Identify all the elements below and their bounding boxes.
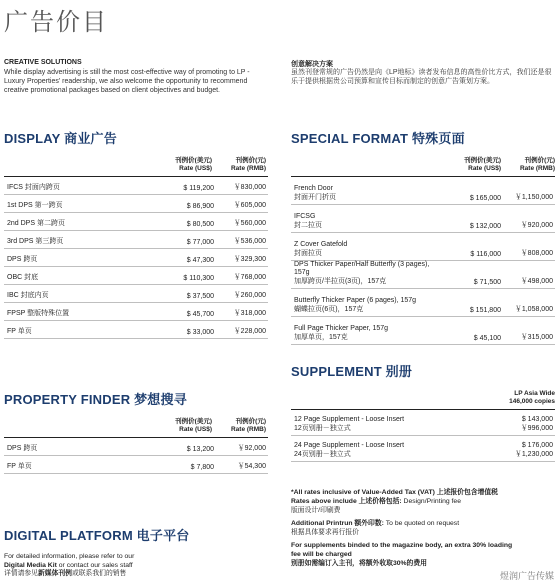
supplement-section-title: SUPPLEMENT 别册 [291, 364, 413, 379]
digital-line-2-rest: or contact our sales staff [56, 561, 133, 569]
pf-row-rmb: ￥54,300 [237, 463, 266, 470]
rate-notes [291, 488, 557, 568]
design-fee-cn: 版面设计/印刷费 [291, 507, 341, 514]
display-row [4, 285, 268, 303]
display-row-rmb: ￥830,000 [233, 184, 266, 191]
display-row-rmb: ￥560,000 [233, 220, 266, 227]
sf-row-usd: $ 165,000 [469, 195, 501, 202]
pf-row [4, 456, 268, 474]
sf-row-label [291, 241, 439, 260]
printrun-value: To be quoted on request [383, 520, 460, 527]
pf-row-usd: $ 13,200 [186, 446, 214, 453]
display-row [4, 213, 268, 231]
sf-row [291, 177, 555, 205]
printrun-note [291, 519, 557, 528]
creative-solutions-heading: CREATIVE SOLUTIONS [4, 59, 82, 66]
sf-row-label [291, 297, 439, 316]
pf-row-usd: $ 7,800 [190, 464, 214, 471]
sf-row-rmb: ￥808,000 [520, 250, 553, 257]
binding-note-line-2: fee will be charged [291, 551, 352, 558]
sf-row-label [291, 213, 439, 232]
sf-row-usd: $ 132,000 [469, 223, 501, 230]
rates-include-label: Rates above include 上述价格包括: [291, 498, 402, 505]
creative-solutions-body: While display advertising is still the most cost-effective way of promoting to LP - Luxury Properties' readership, we also welcome the opportunity to recommend creative promotional packages based on client objectives and budget. [4, 69, 250, 94]
display-row-label: FP 单页 [7, 327, 32, 335]
pf-col-rmb-header [212, 418, 266, 434]
display-row-usd: $ 77,000 [186, 239, 214, 246]
display-row-label: IFCS 封面内跨页 [7, 183, 60, 191]
supplement-row-label-cn: 12页别册－独立式 [294, 424, 351, 432]
digital-platform-section-title: DIGITAL PLATFORM 电子平台 [4, 528, 190, 543]
display-row-usd: $ 33,000 [186, 329, 214, 336]
sf-row-label-en: DPS Thicker Paper/Half Butterfly (3 pages), 157g [294, 260, 430, 276]
pf-row-rmb: ￥92,000 [237, 445, 266, 452]
sf-row-label [291, 261, 439, 289]
sf-col-rmb-en: Rate (RMB) [519, 165, 555, 172]
sf-row-label-en: IFCSG [294, 213, 316, 220]
sf-row-rmb: ￥1,058,000 [514, 306, 553, 313]
display-row [4, 267, 268, 285]
sf-row [291, 233, 555, 261]
sf-row-usd: $ 71,500 [473, 279, 501, 286]
supplement-row-label-cn: 24页别册－独立式 [294, 450, 351, 458]
rates-include-value: Design/Printing fee [401, 498, 461, 505]
page-title: 广告价目 [4, 9, 108, 36]
display-row-usd: $ 86,900 [186, 203, 214, 210]
binding-note-cn: 别册如需编订入主刊，将额外收取30%的费用 [291, 560, 427, 567]
display-row [4, 177, 268, 195]
display-row-usd: $ 110,300 [183, 275, 214, 282]
rates-include-note [291, 497, 557, 506]
display-row [4, 231, 268, 249]
sf-row-label [291, 325, 439, 344]
display-row-label: OBC 封底 [7, 273, 39, 281]
display-col-usd-en: Rate (US$) [179, 165, 212, 172]
sf-row-label-en: French Door [294, 185, 333, 192]
display-col-rmb-header [212, 157, 266, 173]
supplement-row-label [291, 442, 475, 461]
supplement-row-label [291, 416, 475, 435]
display-section-title: DISPLAY 商业广告 [4, 131, 117, 146]
sf-col-usd-header [439, 157, 501, 173]
digital-line-1: For detailed information, please refer to our [4, 553, 135, 560]
display-row-rmb: ￥228,000 [233, 328, 266, 335]
vat-note [291, 488, 557, 497]
sf-row-label-en: Z Cover Gatefold [294, 241, 348, 248]
display-row [4, 249, 268, 267]
display-row-label: IBC 封底内页 [7, 291, 49, 299]
display-row-label: 1st DPS 第一跨页 [7, 201, 63, 209]
pf-col-usd-en: Rate (US$) [179, 426, 212, 433]
digital-line-3 [4, 570, 270, 579]
pf-col-rmb-cn: 刊例价(元) [235, 418, 266, 425]
display-row [4, 321, 268, 339]
display-row-rmb: ￥329,300 [233, 256, 266, 263]
creative-solutions-body-cn: 虽然刊登常规的广告仍然是向《LP地标》读者发布信息的高性价比方式，我们还是很乐于提供根据贵公司预算和宣传目标而制定的创意广告策划方案。 [291, 69, 552, 85]
sf-row-label-cn: 封面拉页 [294, 249, 322, 257]
digital-line-3-pre: 详情请参见 [4, 570, 38, 577]
display-row-rmb: ￥318,000 [233, 310, 266, 317]
creative-solutions-heading-cn: 创意解决方案 [291, 61, 333, 68]
pf-col-usd-cn: 刊例价(美元) [175, 418, 212, 425]
display-row-usd: $ 37,500 [186, 293, 214, 300]
sf-row-rmb: ￥498,000 [520, 278, 553, 285]
digital-line-3-rest: 或联系我们的销售 [71, 570, 127, 577]
pf-row [4, 438, 268, 456]
sf-row-rmb: ￥315,000 [520, 334, 553, 341]
display-rate-table [4, 177, 268, 339]
digital-media-kit-cn: 新媒体刊例 [37, 570, 72, 577]
sf-row-usd: $ 45,100 [473, 335, 501, 342]
display-row-label: 2nd DPS 第二跨页 [7, 219, 65, 227]
sf-row-label-cn: 蝴蝶拉页(6页)，157克 [294, 305, 364, 313]
sf-row [291, 317, 555, 345]
supplement-col-head-2: 146,000 copies [509, 398, 555, 405]
printrun-label: Additional Printrun 额外印数: [291, 520, 384, 527]
supplement-row-values [475, 416, 555, 435]
supplement-row-usd: $ 176,000 [521, 442, 553, 449]
supplement-col-header [455, 390, 555, 406]
watermark-text: 煜润广告传媒 [499, 571, 554, 581]
display-row-usd: $ 119,200 [183, 185, 214, 192]
special-format-rate-table [291, 177, 555, 345]
display-col-rmb-en: Rate (RMB) [230, 165, 266, 172]
display-row-usd: $ 80,500 [186, 221, 214, 228]
property-finder-section-title: PROPERTY FINDER 梦想搜寻 [4, 392, 187, 407]
display-col-usd-header [150, 157, 212, 173]
supplement-rate-table [291, 410, 555, 462]
display-row-rmb: ￥260,000 [233, 292, 266, 299]
sf-col-rmb-cn: 刊例价(元) [524, 157, 555, 164]
sf-row-label-en: Butterfly Thicker Paper (6 pages), 157g [294, 297, 417, 304]
supplement-row [291, 436, 555, 462]
supplement-row-values [475, 442, 555, 461]
pf-row-label: DPS 跨页 [7, 444, 38, 452]
display-row-label: 3rd DPS 第三跨页 [7, 237, 64, 245]
sf-row-label-cn: 封二拉页 [294, 221, 322, 229]
pf-col-usd-header [150, 418, 212, 434]
display-row-usd: $ 47,300 [186, 257, 214, 264]
supplement-row-label-en: 24 Page Supplement - Loose Insert [294, 442, 405, 449]
sf-row-label-cn: 加厚跨页/半拉页(3页)，157克 [294, 277, 387, 285]
supplement-row [291, 410, 555, 436]
binding-note-line-1: For supplements binded to the magazine body, an extra 30% loading [291, 542, 513, 549]
display-row-usd: $ 45,700 [186, 311, 214, 318]
vat-note-text: *All rates inclusive of Value-Added Tax (VAT) 上述报价包含增值税 [291, 489, 498, 496]
property-finder-rate-table [4, 438, 268, 474]
display-row-label: FPSP 整版特殊位置 [7, 309, 70, 317]
digital-line-2 [4, 562, 270, 571]
sf-col-usd-cn: 刊例价(美元) [464, 157, 501, 164]
sf-row-label [291, 185, 439, 204]
sf-row-rmb: ￥920,000 [520, 222, 553, 229]
supplement-row-label-en: 12 Page Supplement - Loose Insert [294, 416, 405, 423]
digital-media-kit-link[interactable]: Digital Media Kit [4, 561, 57, 569]
pf-col-rmb-en: Rate (RMB) [230, 426, 266, 433]
display-row-rmb: ￥536,000 [233, 238, 266, 245]
display-col-usd-cn: 刊例价(美元) [175, 157, 212, 164]
supplement-binding-note [291, 541, 557, 568]
sf-row [291, 205, 555, 233]
supplement-row-usd: $ 143,000 [521, 416, 553, 423]
digital-platform-text [4, 553, 270, 579]
sf-row-label-cn: 加厚单页，157克 [294, 333, 348, 341]
display-row-rmb: ￥605,000 [233, 202, 266, 209]
sf-row-usd: $ 151,800 [469, 307, 501, 314]
sf-row [291, 261, 555, 289]
display-row [4, 195, 268, 213]
sf-col-usd-en: Rate (US$) [468, 165, 501, 172]
sf-row-label-en: Full Page Thicker Paper, 157g [294, 325, 389, 332]
display-col-rmb-cn: 刊例价(元) [235, 157, 266, 164]
pf-row-label: FP 单页 [7, 462, 32, 470]
display-row-label: DPS 跨页 [7, 255, 38, 263]
special-format-section-title: SPECIAL FORMAT 特殊页面 [291, 131, 465, 146]
sf-row-label-cn: 封面开门折页 [294, 193, 336, 201]
sf-row-usd: $ 116,000 [470, 251, 501, 258]
supplement-row-rmb: ￥996,000 [520, 424, 553, 432]
sf-col-rmb-header [501, 157, 555, 173]
sf-row [291, 289, 555, 317]
display-row-rmb: ￥768,000 [233, 274, 266, 281]
supplement-row-rmb: ￥1,230,000 [514, 450, 553, 458]
display-row [4, 303, 268, 321]
supplement-col-head-1: LP Asia Wide [514, 390, 555, 397]
printrun-cn: 根据具体要求再行报价 [291, 529, 359, 536]
sf-row-rmb: ￥1,150,000 [514, 194, 553, 201]
